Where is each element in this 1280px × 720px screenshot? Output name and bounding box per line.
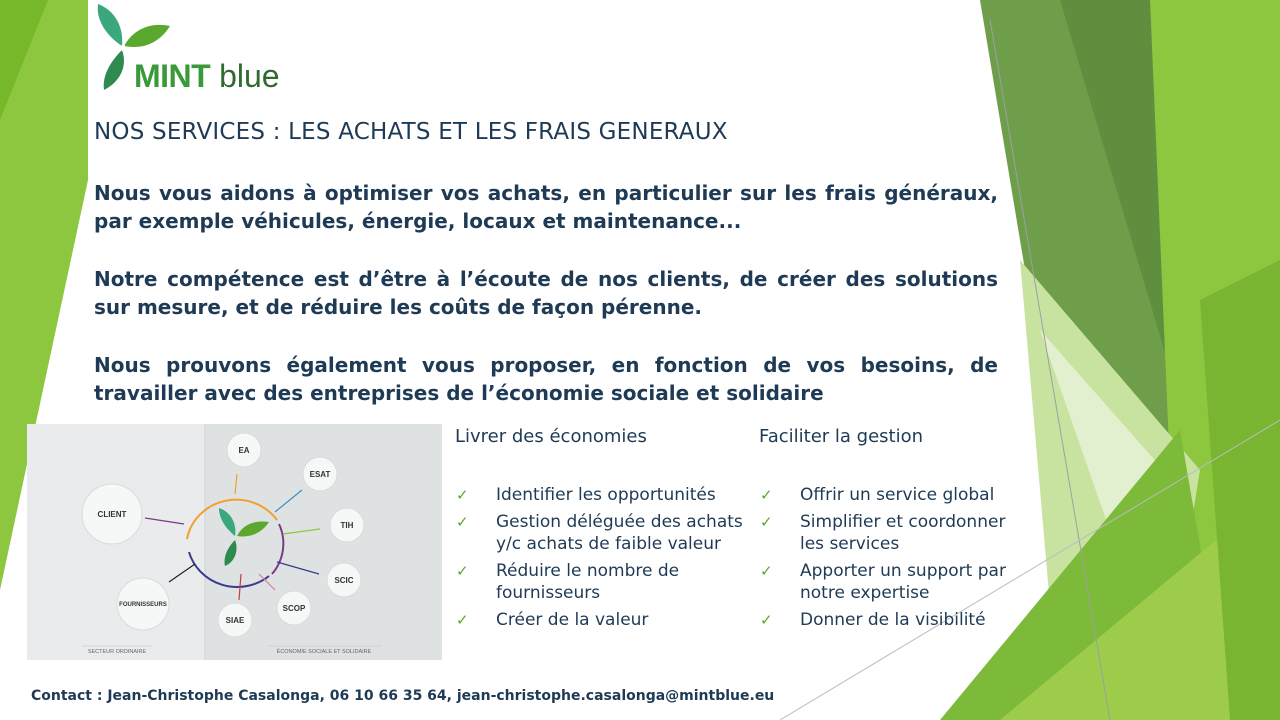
list-item: ✓ Identifier les opportunités [456,485,716,505]
column-heading-economies: Livrer des économies [455,426,647,447]
logo-wordmark: MINT blue [134,58,280,94]
label-secteur-ordinaire: SECTEUR ORDINAIRE [87,649,147,655]
paragraph-2: Notre compétence est d’être à l’écoute de nos clients, de créer des solutions sur mesure, et de réduire les coûts de façon pérenne. [94,267,998,319]
page-title: NOS SERVICES : LES ACHATS ET LES FRAIS GENERAUX [94,119,728,145]
node-esat: ESAT [309,470,331,479]
check-icon: ✓ [456,486,469,504]
gestion-list [760,484,1018,636]
contact-info: Contact : Jean-Christophe Casalonga, 06 10 66 35 64, jean-christophe.casalonga@mintblue.eu [31,688,775,704]
node-ea: EA [238,446,250,455]
check-icon: ✓ [456,513,469,531]
list-item: ✓ Réduire le nombre de fournisseurs [456,561,680,603]
node-scop: SCOP [282,604,306,613]
node-siae: SIAE [225,616,245,625]
node-scic: SCIC [334,576,354,585]
column-heading-gestion: Faciliter la gestion [759,426,923,447]
list-item: ✓ Créer de la valeur [456,610,649,630]
list-item: ✓ Simplifier et coordonner les services [760,512,1006,554]
paragraph-1: Nous vous aidons à optimiser vos achats, en particulier sur les frais généraux, par exemple véhicules, énergie, locaux et maintenance... [94,181,998,233]
node-fournisseurs: FOURNISSEURS [119,602,167,608]
economies-list [456,484,751,636]
node-client: CLIENT [97,510,127,519]
check-icon: ✓ [760,486,773,504]
label-economie-sociale: ÉCONOMIE SOCIALE ET SOLIDAIRE [276,649,372,655]
ess-diagram [27,424,442,660]
paragraph-3: Nous prouvons également vous proposer, en fonction de vos besoins, de travailler avec des entreprises de l’économie sociale et solidaire [94,353,998,405]
check-icon: ✓ [456,562,469,580]
check-icon: ✓ [456,611,469,629]
node-tih: TIH [340,521,354,530]
list-item: ✓ Donner de la visibilité [760,610,986,630]
check-icon: ✓ [760,513,773,531]
check-icon: ✓ [760,562,773,580]
list-item: ✓ Apporter un support par notre expertise [760,561,1006,603]
check-icon: ✓ [760,611,773,629]
list-item: ✓ Offrir un service global [760,485,995,505]
list-item: ✓ Gestion déléguée des achats y/c achats de faible valeur [456,512,743,554]
